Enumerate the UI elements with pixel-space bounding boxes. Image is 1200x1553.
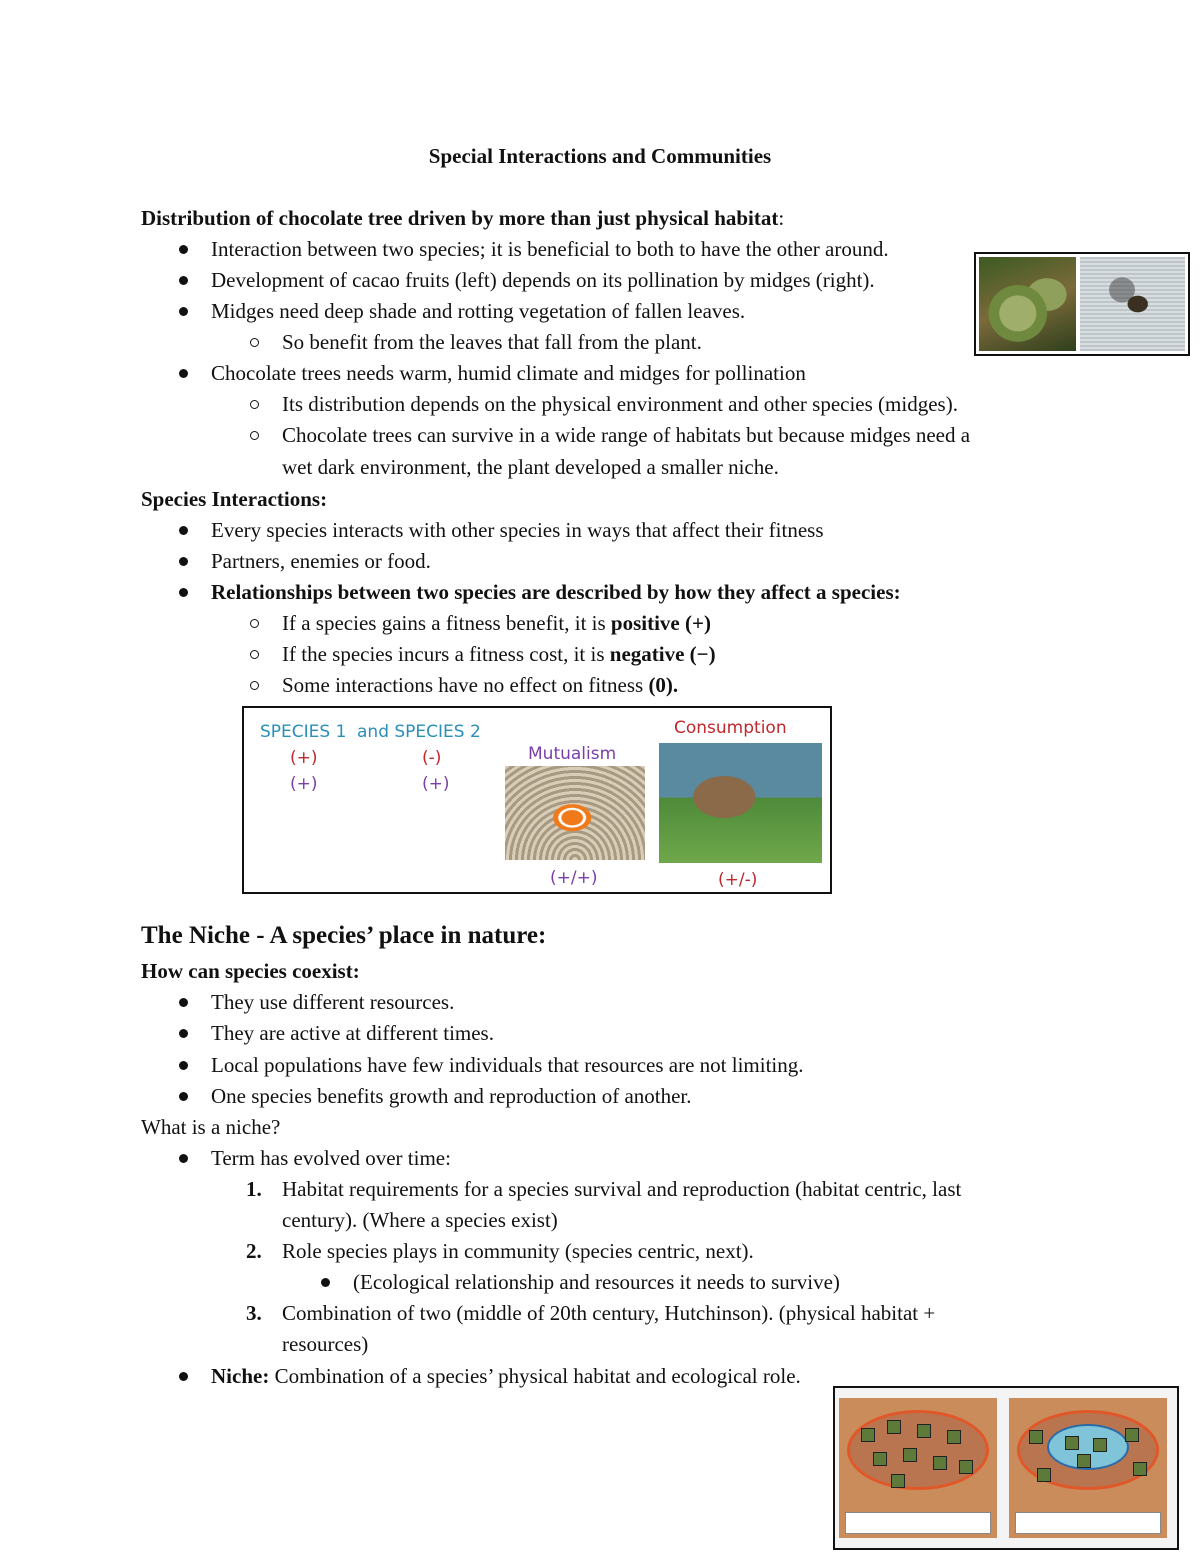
bullet-icon xyxy=(179,526,188,535)
bird-icon xyxy=(933,1456,947,1470)
bird-icon xyxy=(917,1424,931,1438)
bird-icon xyxy=(861,1428,875,1442)
numbered-item-continued: resources) xyxy=(282,1332,369,1356)
sub-bullet-icon xyxy=(250,431,259,440)
bullet-icon xyxy=(179,276,188,285)
list-item: Relationships between two species are described by how they affect a species: xyxy=(211,580,901,604)
list-item-zero xyxy=(282,671,678,699)
sub-bullet-icon xyxy=(250,681,259,690)
niche-diagram-image xyxy=(833,1386,1179,1550)
realized-niche-panel xyxy=(1009,1398,1167,1538)
list-item: Partners, enemies or food. xyxy=(211,549,431,573)
numbered-item: Habitat requirements for a species survival and reproduction (habitat centric, last xyxy=(282,1177,962,1201)
numbered-item: Role species plays in community (species centric, next). xyxy=(282,1239,754,1263)
bullet-icon xyxy=(179,1154,188,1163)
bird-icon xyxy=(1065,1436,1079,1450)
bear-eating-fish-image xyxy=(659,743,822,863)
clownfish-anemone-image xyxy=(505,766,645,860)
numbered-item-continued: century). (Where a species exist) xyxy=(282,1208,558,1232)
row2-species1-sign: (+) xyxy=(290,774,318,794)
bird-icon xyxy=(891,1474,905,1488)
bullet-icon xyxy=(179,369,188,378)
list-item: Development of cacao fruits (left) depends on its pollination by midges (right). xyxy=(211,268,875,292)
consumption-label: Consumption xyxy=(674,718,787,738)
bird-icon xyxy=(903,1448,917,1462)
niche-definition xyxy=(211,1362,801,1390)
list-item: So benefit from the leaves that fall from the plant. xyxy=(282,330,702,354)
bird-icon xyxy=(959,1460,973,1474)
caption-box xyxy=(1015,1512,1161,1534)
zero-text: Some interactions have no effect on fitness xyxy=(282,673,649,697)
bullet-icon xyxy=(179,588,188,597)
species2-label: and SPECIES 2 xyxy=(357,722,481,742)
sub-bullet-icon xyxy=(250,650,259,659)
bullet-icon xyxy=(321,1278,330,1287)
bullet-icon xyxy=(179,245,188,254)
list-item: Every species interacts with other species in ways that affect their fitness xyxy=(211,518,824,542)
row1-species2-sign: (-) xyxy=(422,748,442,768)
list-item-continued: wet dark environment, the plant developed a smaller niche. xyxy=(282,455,779,479)
bird-icon xyxy=(1037,1468,1051,1482)
sub-bullet-icon xyxy=(250,400,259,409)
heading-text: Distribution of chocolate tree driven by more than just physical habitat xyxy=(141,206,779,230)
interaction-figure xyxy=(242,706,832,894)
list-item: Midges need deep shade and rotting vegetation of fallen leaves. xyxy=(211,299,746,323)
fundamental-niche-panel xyxy=(839,1398,997,1538)
numbered-item: Combination of two (middle of 20th century, Hutchinson). (physical habitat + xyxy=(282,1301,936,1325)
habitat-oval xyxy=(847,1410,989,1490)
row1-species1-sign: (+) xyxy=(290,748,318,768)
list-item: (Ecological relationship and resources it needs to survive) xyxy=(353,1270,840,1294)
bird-icon xyxy=(1077,1454,1091,1468)
list-item: Interaction between two species; it is beneficial to both to have the other around. xyxy=(211,237,889,261)
consumption-sign: (+/-) xyxy=(718,870,758,890)
section-heading-chocolate xyxy=(141,204,784,232)
zero-bold: (0). xyxy=(648,673,679,697)
list-item: Term has evolved over time: xyxy=(211,1146,451,1170)
positive-text: If a species gains a fitness benefit, it is xyxy=(282,611,611,635)
bullet-icon xyxy=(179,557,188,566)
bullet-icon xyxy=(179,1372,188,1381)
bullet-icon xyxy=(179,998,188,1007)
bullet-icon xyxy=(179,1029,188,1038)
list-item: Chocolate trees needs warm, humid climate and midges for pollination xyxy=(211,361,806,385)
list-item: They use different resources. xyxy=(211,990,455,1014)
section-heading-species-interactions: Species Interactions: xyxy=(141,487,328,511)
bird-icon xyxy=(947,1430,961,1444)
bird-icon xyxy=(1133,1462,1147,1476)
niche-question: What is a niche? xyxy=(141,1115,281,1139)
negative-text: If the species incurs a fitness cost, it is xyxy=(282,642,610,666)
numbered-marker: 1. xyxy=(246,1177,262,1201)
negative-bold: negative (−) xyxy=(609,642,716,666)
mutualism-sign: (+/+) xyxy=(550,868,598,888)
sub-bullet-icon xyxy=(250,619,259,628)
row2-species2-sign: (+) xyxy=(422,774,450,794)
numbered-marker: 2. xyxy=(246,1239,262,1263)
bullet-icon xyxy=(179,1061,188,1070)
list-item-negative xyxy=(282,640,716,668)
page-title: Special Interactions and Communities xyxy=(428,144,772,168)
list-item: Its distribution depends on the physical environment and other species (midges). xyxy=(282,392,958,416)
cacao-fruit-image xyxy=(979,257,1076,351)
bullet-icon xyxy=(179,307,188,316)
list-item: Chocolate trees can survive in a wide range of habitats but because midges need a xyxy=(282,423,971,447)
list-item: One species benefits growth and reproduction of another. xyxy=(211,1084,692,1108)
niche-label: Niche: xyxy=(211,1364,270,1388)
positive-bold: positive (+) xyxy=(610,611,711,635)
list-item: They are active at different times. xyxy=(211,1021,494,1045)
bird-icon xyxy=(887,1420,901,1434)
cacao-midge-photo xyxy=(974,252,1190,356)
subheading-coexist: How can species coexist: xyxy=(141,959,360,983)
mutualism-label: Mutualism xyxy=(528,744,617,764)
species1-label: SPECIES 1 xyxy=(260,722,347,742)
numbered-marker: 3. xyxy=(246,1301,262,1325)
heading-suffix: : xyxy=(778,206,785,230)
bird-icon xyxy=(1029,1430,1043,1444)
caption-box xyxy=(845,1512,991,1534)
midge-image xyxy=(1080,257,1185,351)
section-heading-niche: The Niche - A species’ place in nature: xyxy=(141,922,547,949)
list-item: Local populations have few individuals that resources are not limiting. xyxy=(211,1053,804,1077)
bird-icon xyxy=(1125,1428,1139,1442)
bird-icon xyxy=(1093,1438,1107,1452)
sub-bullet-icon xyxy=(250,338,259,347)
list-item-positive xyxy=(282,609,711,637)
niche-text: Combination of a species’ physical habitat and ecological role. xyxy=(269,1364,801,1388)
bird-icon xyxy=(873,1452,887,1466)
bullet-icon xyxy=(179,1092,188,1101)
